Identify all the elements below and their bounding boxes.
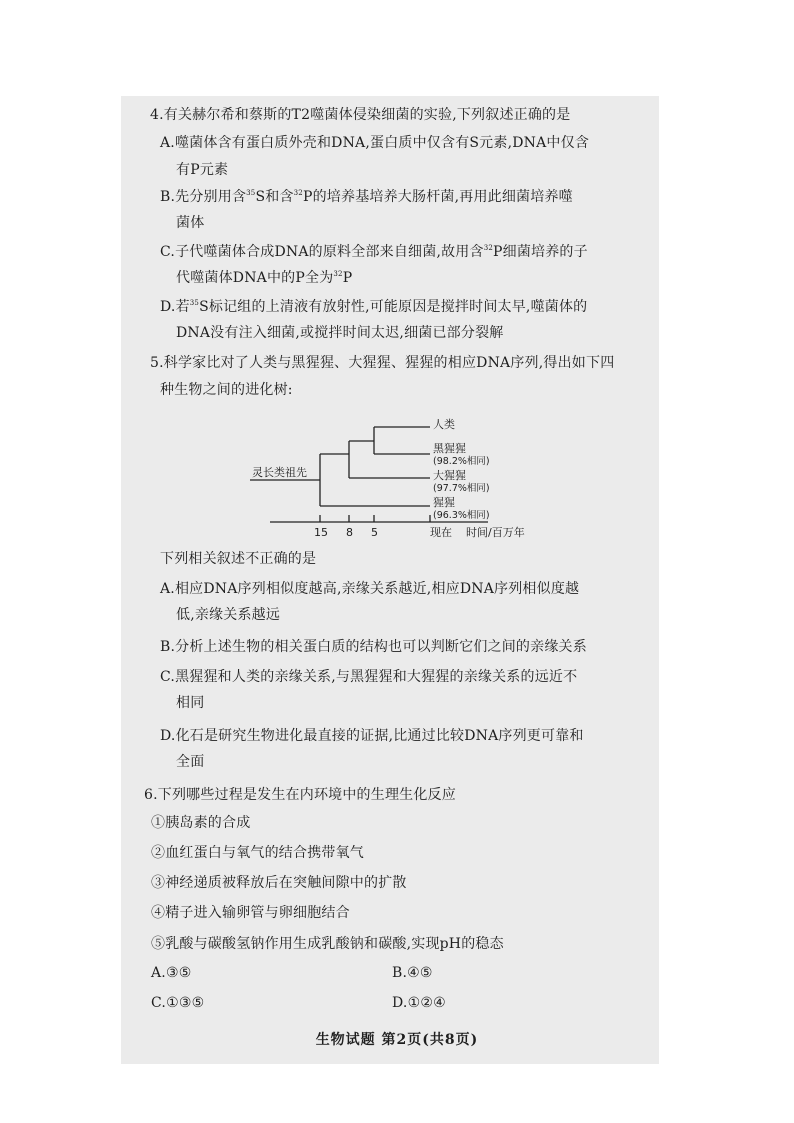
leaf-orangutan: 猩猩 <box>433 496 455 509</box>
q5-option-c-line1: C.黑猩猩和人类的亲缘关系,与黑猩猩和大猩猩的亲缘关系的远近不 <box>160 669 578 685</box>
q5-option-a-line1: A.相应DNA序列相似度越高,亲缘关系越近,相应DNA序列相似度越 <box>160 581 580 597</box>
q5-stem-line1: 5.科学家比对了人类与黑猩猩、大猩猩、猩猩的相应DNA序列,得出如下四 <box>150 355 615 371</box>
q6-item-3: ③神经递质被释放后在突触间隙中的扩散 <box>151 875 407 891</box>
tick-now: 现在 <box>430 526 452 539</box>
axis-label: 时间/百万年 <box>466 526 525 539</box>
q5-option-c-line2: 相同 <box>176 695 205 711</box>
q4-option-d-line1: D.若$^{35}$S标记组的上清液有放射性,可能原因是搅拌时间太早,噬菌体的 <box>160 299 588 315</box>
tick-5: 5 <box>371 526 378 539</box>
leaf-chimpanzee: 黑猩猩 <box>433 442 466 455</box>
q5-option-a-line2: 低,亲缘关系越远 <box>176 607 281 623</box>
q5-question: 下列相关叙述不正确的是 <box>160 551 317 567</box>
q5-option-d-line2: 全面 <box>176 754 205 770</box>
root-label: 灵长类祖先 <box>252 466 307 479</box>
q6-item-5: ⑤乳酸与碳酸氢钠作用生成乳酸钠和碳酸,实现pH的稳态 <box>151 936 504 952</box>
q6-option-a: A.③⑤ <box>151 965 192 981</box>
leaf-gorilla-similarity: (97.7%相同) <box>433 483 490 494</box>
q4-stem: 4.有关赫尔希和蔡斯的T2噬菌体侵染细菌的实验,下列叙述正确的是 <box>150 107 571 123</box>
q4-option-c-line1: C.子代噬菌体合成DNA的原料全部来自细菌,故用含$^{32}$P细菌培养的子 <box>160 244 588 260</box>
tick-8: 8 <box>346 526 353 539</box>
q6-option-c: C.①③⑤ <box>151 995 205 1011</box>
q4-option-a-line2: 有P元素 <box>176 162 229 178</box>
q4-option-b-line2: 菌体 <box>176 215 205 231</box>
q5-option-d-line1: D.化石是研究生物进化最直接的证据,比通过比较DNA序列更可靠和 <box>160 728 584 744</box>
tick-15: 15 <box>314 526 328 539</box>
q5-option-b: B.分析上述生物的相关蛋白质的结构也可以判断它们之间的亲缘关系 <box>160 639 587 655</box>
q6-stem: 6.下列哪些过程是发生在内环境中的生理生化反应 <box>144 787 456 803</box>
evolution-tree <box>248 410 548 545</box>
q5-stem-line2: 种生物之间的进化树: <box>160 382 293 398</box>
q6-option-b: B.④⑤ <box>392 965 433 981</box>
leaf-orangutan-similarity: (96.3%相同) <box>433 510 490 521</box>
q6-option-d: D.①②④ <box>392 995 446 1011</box>
page-footer: 生物试题 第2页(共8页) <box>315 1032 479 1048</box>
q6-item-2: ②血红蛋白与氧气的结合携带氧气 <box>151 845 364 861</box>
q4-option-a-line1: A.噬菌体含有蛋白质外壳和DNA,蛋白质中仅含有S元素,DNA中仅含 <box>160 135 590 151</box>
leaf-chimpanzee-similarity: (98.2%相同) <box>433 456 490 467</box>
q6-item-1: ①胰岛素的合成 <box>151 815 251 831</box>
q4-option-b-line1: B.先分别用含$^{35}$S和含$^{32}$P的培养基培养大肠杆菌,再用此细菌培养噬 <box>160 189 573 205</box>
q4-option-c-line2: 代噬菌体DNA中的P全为$^{32}$P <box>176 270 353 286</box>
leaf-gorilla: 大猩猩 <box>433 469 466 482</box>
q6-item-4: ④精子进入输卵管与卵细胞结合 <box>151 905 350 921</box>
q4-option-d-line2: DNA没有注入细菌,或搅拌时间太迟,细菌已部分裂解 <box>176 325 504 341</box>
leaf-human: 人类 <box>433 418 455 431</box>
